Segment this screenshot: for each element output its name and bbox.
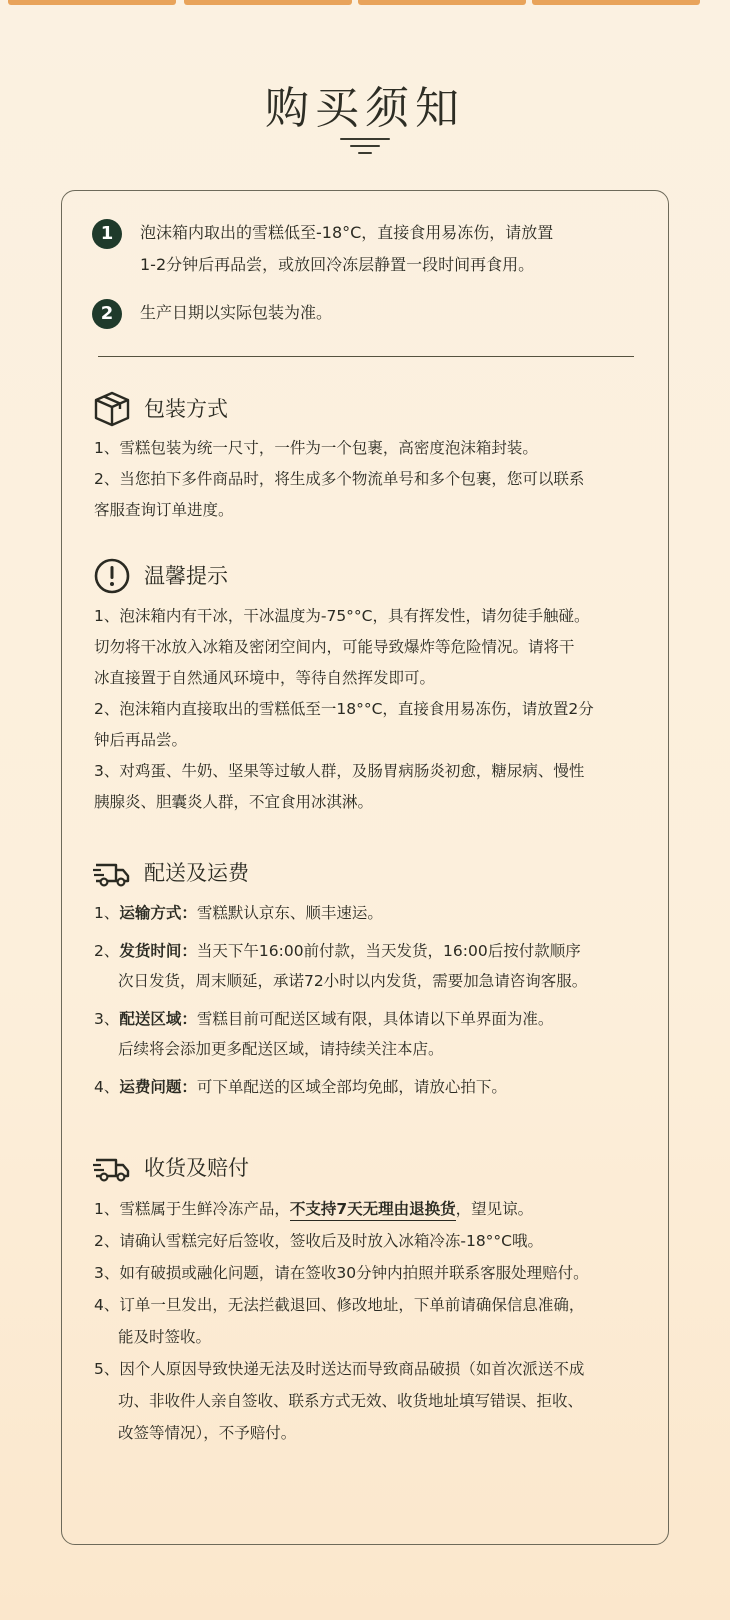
top-tab[interactable] bbox=[358, 0, 526, 5]
title-decoration bbox=[340, 138, 390, 158]
receipt-item: 1、雪糕属于生鲜冷冻产品，不支持7天无理由退换货，望见谅。 bbox=[94, 1193, 650, 1225]
number-badge: 2 bbox=[92, 299, 122, 329]
section-title: 配送及运费 bbox=[144, 861, 249, 885]
delivery-text bbox=[94, 898, 650, 1102]
delivery-item: 3、配送区域：雪糕目前可配送区域有限，具体请以下单界面为准。 后续将会添加更多配送区域，请持续关注本店。 bbox=[94, 1010, 554, 1058]
notice-card bbox=[61, 190, 669, 1545]
note-text: 1-2分钟后再品尝，或放回冷冻层静置一段时间再食用。 bbox=[140, 255, 535, 274]
no-return-notice: 不支持7天无理由退换货 bbox=[290, 1200, 456, 1221]
warning-circle-icon bbox=[92, 556, 132, 596]
packaging-text: 1、雪糕包装为统一尺寸，一件为一个包裹，高密度泡沫箱封装。 2、当您拍下多件商品时，将生成多个物流单号和多个包裹，您可以联系 客服查询订单进度。 bbox=[94, 439, 585, 519]
top-tab-strip bbox=[0, 0, 730, 6]
note-text: 泡沫箱内取出的雪糕低至-18°C，直接食用易冻伤，请放置 bbox=[140, 223, 554, 242]
divider bbox=[98, 356, 634, 357]
delivery-item: 1、运输方式：雪糕默认京东、顺丰速运。 bbox=[94, 904, 383, 922]
delivery-item: 2、发货时间：当天下午16:00前付款，当天发货，16:00后按付款顺序 次日发货，周末顺延，承诺72小时以内发货，需要加急请咨询客服。 bbox=[94, 942, 588, 990]
box-icon bbox=[92, 389, 132, 429]
note-text: 生产日期以实际包装为准。 bbox=[140, 303, 333, 322]
truck-icon bbox=[92, 1148, 132, 1188]
number-badge: 1 bbox=[92, 219, 122, 249]
page-title: 购买须知 bbox=[265, 83, 465, 134]
tips-text: 1、泡沫箱内有干冰，干冰温度为-75°°C，具有挥发性，请勿徒手触碰。 切勿将干冰放入冰箱及密闭空间内，可能导致爆炸等危险情况。请将干 冰直接置于自然通风环境中，等待自然挥发即可。 2、泡沫箱内直接取出的雪糕低至一18°°C，直接食用易冻伤，请放置2分 钟后再品尝。 3、对鸡蛋、牛奶、坚果等过敏人群，及肠胃病肠炎初愈，糖尿病、慢性 胰腺炎、胆囊炎人群，不宜食用冰淇淋。 bbox=[94, 607, 594, 811]
section-title: 收货及赔付 bbox=[144, 1156, 249, 1180]
section-title: 包装方式 bbox=[144, 397, 228, 421]
top-tab[interactable] bbox=[184, 0, 352, 5]
truck-icon bbox=[92, 853, 132, 893]
top-tab[interactable] bbox=[8, 0, 176, 5]
top-tab[interactable] bbox=[532, 0, 700, 5]
delivery-item: 4、运费问题：可下单配送的区域全部均免邮，请放心拍下。 bbox=[94, 1078, 507, 1096]
section-title: 温馨提示 bbox=[144, 564, 228, 588]
receipt-text: 1、雪糕属于生鲜冷冻产品，不支持7天无理由退换货，望见谅。 2、请确认雪糕完好后签收，签收后及时放入冰箱冷冻-18°°C哦。 3、如有破损或融化问题，请在签收30分钟内拍照并联系客服处理赔付。 4、订单一旦发出，无法拦截退回、修改地址，下单前请确保信息准确， 能及时签收。 5、因个人原因导致快递无法及时送达而导致商品破损（如首次派送不成 功、非收件人亲自签收、联系方式无效、收货地址填写错误、拒收、 改签等情况），不予赔付。 bbox=[94, 1193, 650, 1449]
